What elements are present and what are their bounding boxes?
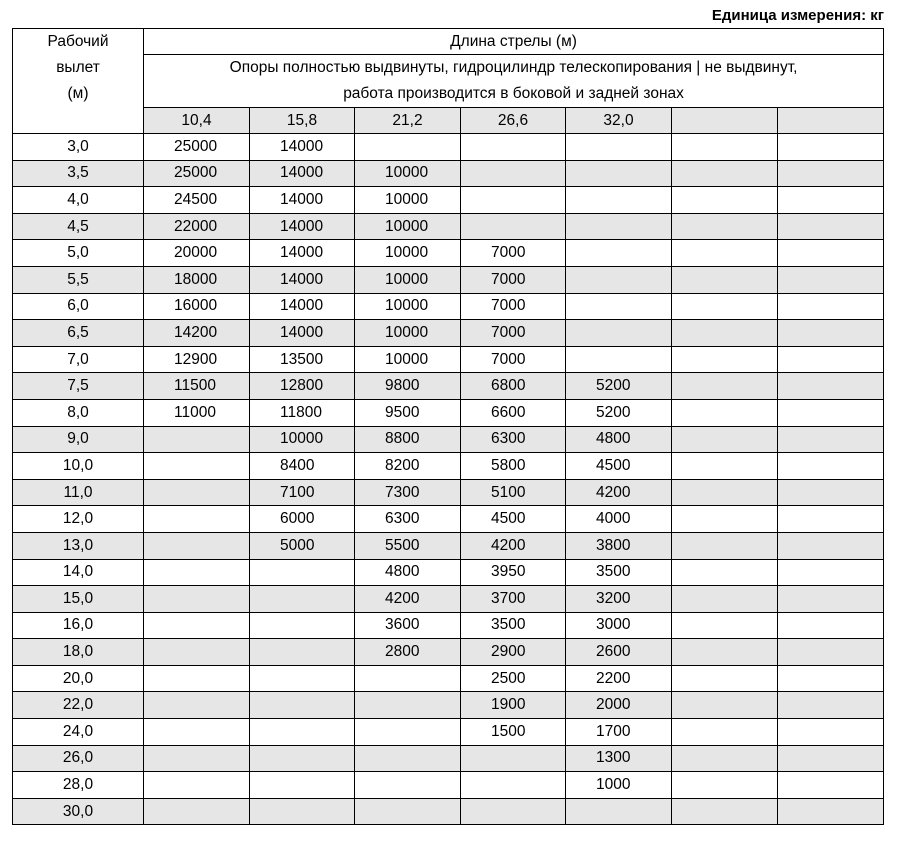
boom-lengths-row — [13, 108, 884, 134]
table-row — [13, 346, 884, 373]
capacity-cell: 3950 — [461, 559, 566, 586]
table-row — [13, 453, 884, 480]
capacity-cell: 10000 — [250, 426, 355, 453]
radius-cell: 6,0 — [13, 293, 144, 320]
capacity-cell — [461, 213, 566, 240]
table-row — [13, 213, 884, 240]
capacity-cell — [144, 745, 250, 772]
capacity-cell: 2500 — [461, 665, 566, 692]
capacity-cell: 18000 — [144, 266, 250, 293]
capacity-cell: 6300 — [461, 426, 566, 453]
capacity-cell: 5500 — [355, 532, 461, 559]
capacity-cell — [461, 160, 566, 187]
radius-cell: 3,5 — [13, 160, 144, 187]
capacity-cell — [144, 639, 250, 666]
boom-length-cell: 26,6 — [461, 108, 566, 134]
capacity-cell — [250, 665, 355, 692]
capacity-cell: 10000 — [355, 320, 461, 347]
table-row — [13, 373, 884, 400]
capacity-cell: 11500 — [144, 373, 250, 400]
capacity-cell: 14000 — [250, 320, 355, 347]
capacity-cell — [250, 692, 355, 719]
capacity-cell — [778, 719, 884, 746]
table-row — [13, 426, 884, 453]
capacity-cell: 6300 — [355, 506, 461, 533]
capacity-cell: 10000 — [355, 213, 461, 240]
capacity-cell: 4000 — [566, 506, 672, 533]
radius-cell: 8,0 — [13, 399, 144, 426]
capacity-cell — [144, 506, 250, 533]
capacity-cell: 14000 — [250, 213, 355, 240]
capacity-cell: 16000 — [144, 293, 250, 320]
capacity-cell: 14000 — [250, 293, 355, 320]
capacity-cell — [355, 692, 461, 719]
capacity-cell: 22000 — [144, 213, 250, 240]
capacity-cell: 7100 — [250, 479, 355, 506]
capacity-cell — [672, 692, 778, 719]
table-row — [13, 399, 884, 426]
capacity-cell — [778, 213, 884, 240]
operating-conditions-note — [144, 55, 884, 108]
capacity-cell: 12900 — [144, 346, 250, 373]
radius-cell: 16,0 — [13, 612, 144, 639]
capacity-cell — [250, 612, 355, 639]
table-row — [13, 692, 884, 719]
capacity-cell: 3500 — [461, 612, 566, 639]
table-row — [13, 772, 884, 799]
capacity-cell: 3700 — [461, 586, 566, 613]
capacity-cell: 3000 — [566, 612, 672, 639]
capacity-cell — [144, 559, 250, 586]
capacity-cell — [778, 399, 884, 426]
capacity-cell — [566, 346, 672, 373]
note-line2: работа производится в боковой и задней зонах — [343, 85, 684, 102]
capacity-cell: 2000 — [566, 692, 672, 719]
capacity-cell — [778, 187, 884, 214]
capacity-cell — [355, 745, 461, 772]
capacity-cell — [672, 532, 778, 559]
capacity-cell: 3600 — [355, 612, 461, 639]
capacity-cell — [250, 586, 355, 613]
capacity-cell: 7000 — [461, 346, 566, 373]
capacity-cell: 14000 — [250, 160, 355, 187]
radius-cell: 6,5 — [13, 320, 144, 347]
capacity-cell — [672, 665, 778, 692]
capacity-cell: 8400 — [250, 453, 355, 480]
capacity-cell — [672, 798, 778, 825]
capacity-cell — [778, 745, 884, 772]
capacity-cell — [672, 399, 778, 426]
capacity-cell — [355, 772, 461, 799]
capacity-cell — [144, 719, 250, 746]
capacity-cell: 10000 — [355, 346, 461, 373]
capacity-cell: 7300 — [355, 479, 461, 506]
capacity-cell: 24500 — [144, 187, 250, 214]
capacity-cell — [778, 426, 884, 453]
capacity-cell: 8800 — [355, 426, 461, 453]
capacity-cell: 12800 — [250, 373, 355, 400]
radius-cell: 7,0 — [13, 346, 144, 373]
capacity-cell — [778, 479, 884, 506]
capacity-cell — [672, 320, 778, 347]
capacity-cell — [672, 453, 778, 480]
capacity-cell — [778, 346, 884, 373]
capacity-cell: 7000 — [461, 293, 566, 320]
table-row — [13, 320, 884, 347]
capacity-cell — [250, 559, 355, 586]
capacity-cell — [144, 453, 250, 480]
capacity-cell — [778, 320, 884, 347]
radius-cell: 10,0 — [13, 453, 144, 480]
table-row — [13, 160, 884, 187]
capacity-cell: 9800 — [355, 373, 461, 400]
table-row — [13, 187, 884, 214]
capacity-cell — [778, 453, 884, 480]
table-row — [13, 479, 884, 506]
table-row — [13, 506, 884, 533]
radius-cell: 4,5 — [13, 213, 144, 240]
capacity-cell: 6000 — [250, 506, 355, 533]
capacity-cell: 2200 — [566, 665, 672, 692]
capacity-cell: 2900 — [461, 639, 566, 666]
capacity-cell — [672, 240, 778, 267]
capacity-cell — [672, 266, 778, 293]
radius-cell: 14,0 — [13, 559, 144, 586]
capacity-cell — [461, 134, 566, 161]
radius-cell: 22,0 — [13, 692, 144, 719]
capacity-cell: 1000 — [566, 772, 672, 799]
table-row — [13, 612, 884, 639]
boom-length-cell: 10,4 — [144, 108, 250, 134]
capacity-cell: 4500 — [566, 453, 672, 480]
capacity-cell: 7000 — [461, 240, 566, 267]
capacity-cell: 14000 — [250, 134, 355, 161]
radius-cell: 11,0 — [13, 479, 144, 506]
capacity-cell — [778, 506, 884, 533]
capacity-cell — [672, 213, 778, 240]
boom-length-header: Длина стрелы (м) — [144, 29, 884, 55]
table-row — [13, 798, 884, 825]
capacity-cell — [250, 719, 355, 746]
capacity-cell — [566, 798, 672, 825]
capacity-cell — [566, 160, 672, 187]
capacity-cell — [672, 479, 778, 506]
capacity-cell: 4200 — [461, 532, 566, 559]
radius-cell: 5,0 — [13, 240, 144, 267]
capacity-cell — [778, 134, 884, 161]
capacity-cell — [672, 187, 778, 214]
capacity-cell: 8200 — [355, 453, 461, 480]
capacity-cell — [144, 612, 250, 639]
capacity-cell: 1500 — [461, 719, 566, 746]
capacity-cell: 7000 — [461, 320, 566, 347]
radius-cell: 13,0 — [13, 532, 144, 559]
capacity-cell — [672, 346, 778, 373]
capacity-cell — [672, 426, 778, 453]
capacity-cell — [355, 719, 461, 746]
boom-length-cell — [778, 108, 884, 134]
capacity-cell — [144, 426, 250, 453]
capacity-cell: 2600 — [566, 639, 672, 666]
capacity-cell: 3200 — [566, 586, 672, 613]
capacity-cell: 2800 — [355, 639, 461, 666]
capacity-cell — [144, 692, 250, 719]
capacity-cell — [672, 586, 778, 613]
capacity-cell: 4800 — [355, 559, 461, 586]
capacity-cell — [144, 586, 250, 613]
capacity-cell: 5200 — [566, 399, 672, 426]
capacity-cell: 6600 — [461, 399, 566, 426]
capacity-cell — [461, 798, 566, 825]
capacity-cell: 14000 — [250, 266, 355, 293]
capacity-cell — [778, 692, 884, 719]
capacity-cell — [144, 772, 250, 799]
capacity-cell — [144, 532, 250, 559]
capacity-cell: 14200 — [144, 320, 250, 347]
capacity-cell — [778, 240, 884, 267]
capacity-cell — [672, 772, 778, 799]
radius-header-line2: вылет — [56, 59, 100, 76]
capacity-cell — [566, 134, 672, 161]
capacity-cell — [144, 798, 250, 825]
capacity-cell: 3800 — [566, 532, 672, 559]
capacity-cell: 10000 — [355, 187, 461, 214]
radius-cell: 28,0 — [13, 772, 144, 799]
capacity-cell — [461, 772, 566, 799]
capacity-cell — [778, 160, 884, 187]
table-row — [13, 719, 884, 746]
table-row — [13, 240, 884, 267]
table-row — [13, 665, 884, 692]
boom-length-cell: 32,0 — [566, 108, 672, 134]
capacity-cell: 9500 — [355, 399, 461, 426]
capacity-cell — [250, 745, 355, 772]
capacity-cell — [672, 160, 778, 187]
capacity-cell — [250, 772, 355, 799]
capacity-cell: 1900 — [461, 692, 566, 719]
capacity-cell: 7000 — [461, 266, 566, 293]
table-row — [13, 532, 884, 559]
capacity-cell: 3500 — [566, 559, 672, 586]
table-row — [13, 266, 884, 293]
capacity-cell: 4200 — [566, 479, 672, 506]
capacity-cell — [672, 639, 778, 666]
capacity-cell: 5800 — [461, 453, 566, 480]
capacity-cell — [250, 798, 355, 825]
radius-cell: 5,5 — [13, 266, 144, 293]
capacity-cell: 4800 — [566, 426, 672, 453]
radius-cell: 18,0 — [13, 639, 144, 666]
radius-header — [13, 29, 144, 134]
capacity-cell — [672, 745, 778, 772]
capacity-cell: 10000 — [355, 160, 461, 187]
radius-cell: 26,0 — [13, 745, 144, 772]
radius-cell: 24,0 — [13, 719, 144, 746]
capacity-cell — [355, 134, 461, 161]
capacity-cell — [778, 772, 884, 799]
table-row — [13, 293, 884, 320]
capacity-cell: 10000 — [355, 240, 461, 267]
radius-cell: 30,0 — [13, 798, 144, 825]
capacity-cell: 6800 — [461, 373, 566, 400]
capacity-cell — [461, 745, 566, 772]
capacity-cell — [672, 373, 778, 400]
capacity-cell — [778, 559, 884, 586]
capacity-cell — [778, 373, 884, 400]
capacity-cell — [778, 266, 884, 293]
capacity-cell — [778, 639, 884, 666]
boom-length-cell: 21,2 — [355, 108, 461, 134]
capacity-cell: 14000 — [250, 187, 355, 214]
capacity-cell: 25000 — [144, 134, 250, 161]
capacity-cell: 4200 — [355, 586, 461, 613]
capacity-cell: 5100 — [461, 479, 566, 506]
capacity-cell: 1700 — [566, 719, 672, 746]
capacity-cell: 10000 — [355, 293, 461, 320]
capacity-cell: 20000 — [144, 240, 250, 267]
capacity-cell — [778, 293, 884, 320]
capacity-cell — [672, 506, 778, 533]
boom-length-cell — [672, 108, 778, 134]
capacity-cell — [778, 586, 884, 613]
radius-cell: 20,0 — [13, 665, 144, 692]
unit-label: Единица измерения: кг — [711, 7, 884, 24]
capacity-cell — [566, 240, 672, 267]
radius-header-line3: (м) — [67, 85, 89, 102]
table-row — [13, 134, 884, 161]
capacity-cell: 11800 — [250, 399, 355, 426]
table-row — [13, 745, 884, 772]
radius-cell: 4,0 — [13, 187, 144, 214]
capacity-cell — [672, 719, 778, 746]
capacity-cell: 11000 — [144, 399, 250, 426]
capacity-cell — [778, 665, 884, 692]
capacity-cell: 1300 — [566, 745, 672, 772]
capacity-cell: 13500 — [250, 346, 355, 373]
capacity-cell: 4500 — [461, 506, 566, 533]
note-line1: Опоры полностью выдвинуты, гидроцилиндр телескопирования | не выдвинут, — [229, 59, 798, 76]
capacity-cell — [566, 320, 672, 347]
capacity-cell — [778, 798, 884, 825]
radius-cell: 15,0 — [13, 586, 144, 613]
radius-cell: 12,0 — [13, 506, 144, 533]
table-row — [13, 639, 884, 666]
capacity-cell: 5000 — [250, 532, 355, 559]
capacity-cell — [672, 293, 778, 320]
boom-length-cell: 15,8 — [250, 108, 355, 134]
capacity-cell: 14000 — [250, 240, 355, 267]
capacity-cell — [461, 187, 566, 214]
table-row — [13, 586, 884, 613]
capacity-cell — [566, 293, 672, 320]
radius-cell: 9,0 — [13, 426, 144, 453]
radius-cell: 7,5 — [13, 373, 144, 400]
capacity-cell: 5200 — [566, 373, 672, 400]
table-row — [13, 559, 884, 586]
capacity-cell — [355, 665, 461, 692]
capacity-cell — [566, 187, 672, 214]
capacity-cell — [144, 665, 250, 692]
load-chart-table — [12, 28, 884, 825]
radius-cell: 3,0 — [13, 134, 144, 161]
capacity-cell — [144, 479, 250, 506]
capacity-cell — [672, 134, 778, 161]
capacity-cell — [250, 639, 355, 666]
capacity-cell — [566, 266, 672, 293]
capacity-cell: 25000 — [144, 160, 250, 187]
capacity-cell — [672, 559, 778, 586]
capacity-cell — [778, 532, 884, 559]
capacity-cell — [778, 612, 884, 639]
radius-header-line1: Рабочий — [47, 33, 109, 50]
capacity-cell — [672, 612, 778, 639]
capacity-cell: 10000 — [355, 266, 461, 293]
capacity-cell — [355, 798, 461, 825]
capacity-cell — [566, 213, 672, 240]
